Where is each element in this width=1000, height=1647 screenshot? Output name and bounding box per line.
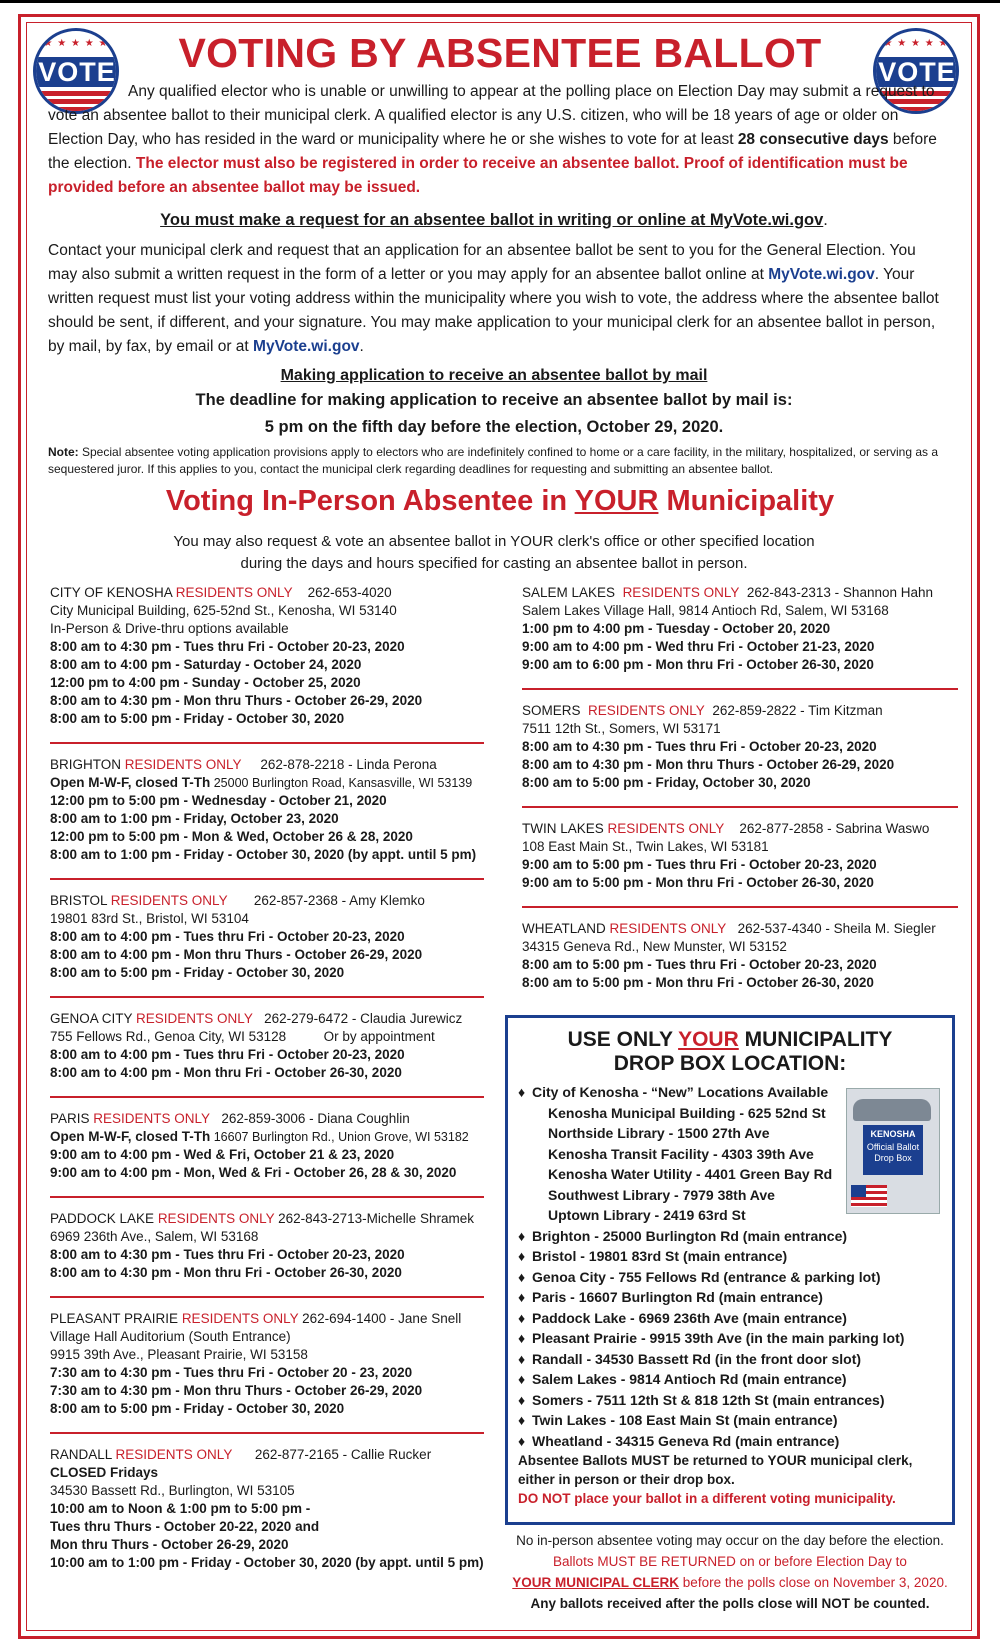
entry-hours: 8:00 am to 5:00 pm - Mon thru Fri - October 26-30, 2020	[522, 975, 874, 990]
in-person-subtext	[48, 531, 940, 575]
entry-name: BRIGHTON	[50, 757, 122, 772]
vote-badge-word: VOTE	[874, 57, 959, 87]
divider	[50, 1296, 484, 1298]
residents-only-label: RESIDENTS ONLY	[622, 585, 740, 600]
drop-box-item	[518, 1390, 942, 1411]
intro-text: Any qualified elector who is unable or unwilling to appear at the polling place on Election Day may submit a request to vote an absentee ballot to their municipal clerk. A qualified elector is any U.S. citizen, who will be 18 years of age or older on Election Day, who has resided in the ward or municipality where he or she wishes to vote for at least	[48, 83, 935, 148]
flag-icon	[851, 1185, 887, 1207]
entry-header	[50, 1310, 484, 1328]
entry-contact: 262-653-4020	[307, 585, 392, 600]
drop-box-item-label: Genoa City - 755 Fellows Rd (entrance & parking lot)	[532, 1268, 881, 1285]
entry-address: 34530 Bassett Rd., Burlington, WI 53105	[50, 1483, 295, 1498]
entry-hours: 8:00 am to 4:00 pm - Mon thru Fri - October 26-30, 2020	[50, 1065, 402, 1080]
entry-hours: 9:00 am to 4:00 pm - Mon, Wed & Fri - October 26, 28 & 30, 2020	[50, 1165, 457, 1180]
entry-hours: 9:00 am to 6:00 pm - Mon thru Fri - October 26-30, 2020	[522, 657, 874, 672]
intro-red-note: The elector must also be registered in order to receive an absentee ballot. Proof of identification must be provided before an absentee ballot may be issued.	[48, 155, 908, 196]
divider	[522, 688, 958, 690]
entry-name: PADDOCK LAKE	[50, 1211, 155, 1226]
entry-hours: 9:00 am to 5:00 pm - Tues thru Fri - October 20-23, 2020	[522, 857, 877, 872]
residents-only-label: RESIDENTS ONLY	[181, 1311, 299, 1326]
entry-hours: 8:00 am to 5:00 pm - Friday - October 30, 2020	[50, 965, 345, 980]
entry-hours: 8:00 am to 5:00 pm - Friday - October 30, 2020	[50, 1401, 345, 1416]
entry-address: Salem Lakes Village Hall, 9814 Antioch Rd, Salem, WI 53168	[522, 603, 889, 618]
entry-name: TWIN LAKES	[522, 821, 604, 836]
diamond-icon: ♦	[518, 1289, 526, 1305]
drop-box-item	[518, 1226, 942, 1247]
municipality-entry-kenosha	[50, 584, 484, 728]
drop-box-item	[518, 1287, 942, 1308]
entry-hours: 7:30 am to 4:30 pm - Mon thru Thurs - October 26-29, 2020	[50, 1383, 423, 1398]
drop-box-item-label: City of Kenosha - “New” Locations Available	[532, 1084, 829, 1100]
request-body-a: Contact your municipal clerk and request that an application for an absentee ballot be sent to you for the General Election. You may also submit a written request in the form of a letter or you may apply for an absentee ballot online at	[48, 242, 916, 283]
entry-hours: Mon thru Thurs - October 26-29, 2020	[50, 1537, 289, 1552]
must-return-note: Absentee Ballots MUST be returned to YOUR municipal clerk, either in person or their drop box.	[518, 1453, 913, 1487]
returned-line-2: before the polls close on November 3, 2020.	[679, 1575, 948, 1590]
entry-address: 108 East Main St., Twin Lakes, WI 53181	[522, 839, 769, 854]
entry-address	[50, 1028, 484, 1046]
ballot-drop-box-image	[846, 1088, 940, 1214]
entry-hours: 9:00 am to 4:00 pm - Wed thru Fri - October 21-23, 2020	[522, 639, 875, 654]
drop-box-item	[518, 1410, 942, 1431]
drop-box-item-label: Randall - 34530 Bassett Rd (in the front door slot)	[532, 1350, 862, 1367]
entry-name: PLEASANT PRAIRIE	[50, 1311, 179, 1326]
entry-contact: 262-877-2858 - Sabrina Waswo	[739, 821, 930, 836]
in-person-heading-your: YOUR	[574, 485, 659, 517]
entry-hours: 9:00 am to 4:00 pm - Wed & Fri, October 21 & 23, 2020	[50, 1147, 395, 1162]
residents-only-label: RESIDENTS ONLY	[175, 585, 293, 600]
entry-name: SOMERS	[522, 703, 581, 718]
drop-box-title-a: USE ONLY	[567, 1028, 679, 1051]
municipality-entry-wheatland	[522, 920, 958, 992]
entry-hours: Tues thru Thurs - October 20-22, 2020 and	[50, 1519, 320, 1534]
in-person-sub-1: You may also request & vote an absentee ballot in YOUR clerk's office or other specified location	[173, 533, 815, 550]
entry-address: 19801 83rd St., Bristol, WI 53104	[50, 911, 249, 926]
entry-address: 7511 12th St., Somers, WI 53171	[522, 721, 721, 736]
returned-your-clerk: YOUR MUNICIPAL CLERK	[512, 1575, 680, 1590]
entry-header	[522, 820, 958, 838]
vote-badge-word: VOTE	[34, 57, 119, 87]
do-not-note: DO NOT place your ballot in a different voting municipality.	[518, 1491, 896, 1506]
diamond-icon: ♦	[518, 1248, 526, 1264]
divider	[50, 1432, 484, 1434]
diamond-icon: ♦	[518, 1330, 526, 1346]
intro-bold: 28 consecutive days	[737, 131, 889, 148]
mail-deadline-line2: 5 pm on the fifth day before the election, October 29, 2020.	[264, 418, 724, 436]
entry-header	[522, 702, 958, 720]
municipality-entry-genoa-city	[50, 1010, 484, 1082]
returned-line-1: Ballots MUST BE RETURNED on or before Election Day to	[553, 1554, 907, 1569]
right-municipality-column	[522, 584, 958, 992]
kenosha-drop-site: Kenosha Water Utility - 4401 Green Bay Rd	[548, 1166, 833, 1182]
entry-hours: 1:00 pm to 4:00 pm - Tuesday - October 20, 2020	[522, 621, 831, 636]
entry-contact: 262-859-3006 - Diana Coughlin	[221, 1111, 410, 1126]
diamond-icon: ♦	[518, 1084, 526, 1100]
drop-box-panel	[505, 1015, 955, 1525]
drop-box-item	[518, 1369, 942, 1390]
drop-box-brand: KENOSHA	[870, 1129, 916, 1139]
entry-hours: 8:00 am to 4:00 pm - Tues thru Fri - October 20-23, 2020	[50, 1047, 405, 1062]
kenosha-drop-site: Northside Library - 1500 27th Ave	[548, 1125, 770, 1141]
entry-hours: 12:00 pm to 4:00 pm - Sunday - October 25, 2020	[50, 675, 361, 690]
divider	[50, 878, 484, 880]
diamond-icon: ♦	[518, 1350, 526, 1367]
after-polls-note: Any ballots received after the polls close will NOT be counted.	[530, 1596, 930, 1611]
drop-box-item-label: Salem Lakes - 9814 Antioch Rd (main entrance)	[532, 1371, 847, 1387]
entry-open-days: Open M-W-F, closed T-Th	[50, 775, 211, 790]
returned-note-2	[500, 1572, 960, 1593]
drop-box-item	[518, 1246, 942, 1267]
entry-header	[50, 1010, 484, 1028]
entry-header	[522, 584, 958, 602]
entry-hours: 8:00 am to 1:00 pm - Friday - October 30, 2020 (by appt. until 5 pm)	[50, 847, 477, 862]
top-scan-line	[0, 0, 1000, 3]
entry-hours: 8:00 am to 4:00 pm - Saturday - October 24, 2020	[50, 657, 362, 672]
entry-name: PARIS	[50, 1111, 90, 1126]
entry-hours: 8:00 am to 4:00 pm - Mon thru Thurs - October 26-29, 2020	[50, 947, 423, 962]
entry-contact: 262-877-2165 - Callie Rucker	[254, 1447, 432, 1462]
request-body	[48, 239, 940, 359]
entry-address: City Municipal Building, 625-52nd St., Kenosha, WI 53140	[50, 603, 397, 618]
note-text: Special absentee voting application provisions apply to electors who are indefinitely confined to home or a care facility, in the military, hospitalized, or serving as a sequestered juror. If this applies to you, contact the municipal clerk regarding deadlines for requesting and submitting an absentee ballot.	[48, 445, 939, 476]
residents-only-label: RESIDENTS ONLY	[110, 893, 228, 908]
mail-heading: Making application to receive an absentee ballot by mail	[280, 367, 708, 384]
left-municipality-column	[50, 584, 484, 1572]
entry-address	[50, 1128, 484, 1146]
municipality-entry-paddock-lake	[50, 1210, 484, 1282]
entry-contact: 262-878-2218 - Linda Perona	[260, 757, 437, 772]
entry-name: BRISTOL	[50, 893, 108, 908]
diamond-icon: ♦	[518, 1432, 526, 1449]
request-heading	[48, 208, 940, 232]
in-person-heading-b: Municipality	[658, 485, 835, 517]
drop-box-title	[518, 1028, 942, 1076]
divider	[50, 742, 484, 744]
residents-only-label: RESIDENTS ONLY	[607, 821, 725, 836]
mail-deadline-line1: The deadline for making application to receive an absentee ballot by mail is:	[195, 391, 793, 409]
municipality-entry-bristol	[50, 892, 484, 982]
entry-header	[50, 1210, 484, 1228]
intro-tail: before the election.	[48, 131, 937, 172]
municipality-entry-paris	[50, 1110, 484, 1182]
drop-box-item-label: Paris - 16607 Burlington Rd (main entrance)	[532, 1289, 823, 1305]
entry-note: In-Person & Drive-thru options available	[50, 621, 289, 636]
divider	[522, 806, 958, 808]
entry-header	[522, 920, 958, 938]
residents-only-label: RESIDENTS ONLY	[136, 1011, 253, 1026]
municipality-entry-brighton	[50, 756, 484, 864]
bottom-notes	[500, 1530, 960, 1614]
entry-hours: 8:00 am to 4:30 pm - Mon thru Fri - October 26-30, 2020	[50, 1265, 402, 1280]
drop-box-item-label: Pleasant Prairie - 9915 39th Ave (in the main parking lot)	[532, 1330, 905, 1346]
entry-hours: 10:00 am to Noon & 1:00 pm to 5:00 pm -	[50, 1501, 311, 1516]
residents-only-label: RESIDENTS ONLY	[93, 1111, 211, 1126]
stars-icon: ★ ★ ★ ★ ★	[43, 38, 109, 49]
drop-box-item	[518, 1308, 942, 1329]
drop-box-label-text: Official Ballot Drop Box	[866, 1142, 920, 1163]
entry-address: Village Hall Auditorium (South Entrance)	[50, 1329, 291, 1344]
entry-hours: 8:00 am to 4:00 pm - Tues thru Fri - October 20-23, 2020	[50, 929, 405, 944]
entry-name: GENOA CITY	[50, 1011, 133, 1026]
entry-header	[50, 1446, 484, 1464]
entry-header	[50, 1110, 484, 1128]
drop-box-item-label: Wheatland - 34315 Geneva Rd (main entrance)	[532, 1432, 840, 1449]
divider	[50, 996, 484, 998]
entry-hours: 12:00 pm to 5:00 pm - Wednesday - October 21, 2020	[50, 793, 387, 808]
in-person-heading-a: Voting In-Person Absentee in	[165, 485, 575, 517]
kenosha-drop-site: Kenosha Transit Facility - 4303 39th Ave	[548, 1145, 814, 1162]
no-in-person-note: No in-person absentee voting may occur on the day before the election.	[516, 1533, 944, 1548]
drop-box-lid	[853, 1099, 931, 1121]
entry-address: 9915 39th Ave., Pleasant Prairie, WI 53158	[50, 1347, 308, 1362]
residents-only-label: RESIDENTS ONLY	[588, 703, 705, 718]
entry-hours: 9:00 am to 5:00 pm - Mon thru Fri - October 26-30, 2020	[522, 875, 874, 890]
municipality-entry-salem-lakes	[522, 584, 958, 674]
request-body-b: . Your written request must list your voting address within the municipality where you wish to vote, the address where the absentee ballot should be sent, if different, and your signature. You may make application to your municipal clerk for an absentee ballot in person, by mail, by fax, by email or at	[48, 266, 939, 355]
residents-only-label: RESIDENTS ONLY	[157, 1211, 275, 1226]
diamond-icon: ♦	[518, 1309, 526, 1326]
diamond-icon: ♦	[518, 1391, 526, 1408]
entry-contact: 262-537-4340 - Sheila M. Siegler	[737, 921, 936, 936]
residents-only-label: RESIDENTS ONLY	[609, 921, 727, 936]
diamond-icon: ♦	[518, 1268, 526, 1285]
entry-hours: 10:00 am to 1:00 pm - Friday - October 30, 2020 (by appt. until 5 pm)	[50, 1555, 484, 1570]
drop-box-item	[518, 1267, 942, 1288]
entry-hours: 8:00 am to 4:30 pm - Mon thru Thurs - October 26-29, 2020	[522, 757, 895, 772]
entry-hours: 8:00 am to 4:30 pm - Mon thru Thurs - October 26-29, 2020	[50, 693, 423, 708]
drop-box-item	[518, 1328, 942, 1349]
drop-box-title-b: MUNICIPALITY	[738, 1028, 893, 1051]
special-provisions-note	[48, 444, 940, 478]
request-heading-end: .	[823, 211, 828, 229]
residents-only-label: RESIDENTS ONLY	[115, 1447, 233, 1462]
diamond-icon: ♦	[518, 1412, 526, 1428]
diamond-icon: ♦	[518, 1227, 526, 1244]
entry-hours: 8:00 am to 1:00 pm - Friday, October 23, 2020	[50, 811, 339, 826]
entry-header	[50, 584, 484, 602]
kenosha-drop-site: Kenosha Municipal Building - 625 52nd St	[548, 1104, 826, 1121]
drop-box-item-label: Bristol - 19801 83rd St (main entrance)	[532, 1248, 788, 1264]
in-person-heading	[0, 485, 1000, 518]
drop-box-title-2: DROP BOX LOCATION:	[613, 1052, 847, 1075]
drop-box-item-label: Somers - 7511 12th St & 818 12th St (main entrances)	[532, 1391, 885, 1408]
entry-address-text: 16607 Burlington Rd., Union Grove, WI 53182	[210, 1130, 469, 1144]
municipality-entry-pleasant-prairie	[50, 1310, 484, 1418]
drop-box-item-label: Paddock Lake - 6969 236th Ave (main entrance)	[532, 1309, 847, 1326]
entry-hours: 8:00 am to 5:00 pm - Tues thru Fri - October 20-23, 2020	[522, 957, 877, 972]
entry-contact: 262-857-2368 - Amy Klemko	[253, 893, 425, 908]
entry-hours: 8:00 am to 4:30 pm - Tues thru Fri - October 20-23, 2020	[522, 739, 877, 754]
note-label: Note:	[48, 445, 79, 459]
entry-contact: 262-694-1400 - Jane Snell	[302, 1311, 462, 1326]
divider	[50, 1096, 484, 1098]
entry-contact: 262-843-2713-Michelle Shramek	[278, 1211, 474, 1226]
request-body-c: .	[359, 338, 364, 355]
entry-contact: 262-843-2313 - Shannon Hahn	[746, 585, 934, 600]
entry-header	[50, 892, 484, 910]
entry-address-text: 25000 Burlington Road, Kansasville, WI 53139	[210, 776, 473, 790]
request-heading-text: You must make a request for an absentee ballot in writing or online at MyVote.wi.gov	[160, 211, 824, 229]
entry-hours: 8:00 am to 5:00 pm - Friday, October 30, 2020	[522, 775, 811, 790]
entry-name: WHEATLAND	[522, 921, 606, 936]
municipality-entry-somers	[522, 702, 958, 792]
municipality-entry-randall	[50, 1446, 484, 1572]
divider	[50, 1196, 484, 1198]
page-title: VOTING BY ABSENTEE BALLOT	[178, 30, 822, 76]
myvote-link[interactable]: MyVote.wi.gov	[253, 338, 360, 355]
drop-box-title-your: YOUR	[678, 1028, 739, 1051]
intro-paragraph	[48, 80, 940, 200]
entry-address: 34315 Geneva Rd., New Munster, WI 53152	[522, 939, 787, 954]
drop-box-item	[518, 1349, 942, 1370]
entry-hours: 7:30 am to 4:30 pm - Tues thru Fri - October 20 - 23, 2020	[50, 1365, 413, 1380]
entry-closed-note: CLOSED Fridays	[50, 1465, 159, 1480]
entry-hours: 8:00 am to 5:00 pm - Friday - October 30, 2020	[50, 711, 345, 726]
entry-contact: 262-279-6472 - Claudia Jurewicz	[264, 1011, 463, 1026]
entry-header	[50, 756, 484, 774]
entry-hours: 8:00 am to 4:30 pm - Tues thru Fri - October 20-23, 2020	[50, 1247, 405, 1262]
residents-only-label: RESIDENTS ONLY	[124, 757, 242, 772]
stars-icon: ★ ★ ★ ★ ★	[883, 38, 949, 49]
entry-contact: 262-859-2822 - Tim Kitzman	[712, 703, 883, 718]
entry-hours: 8:00 am to 4:30 pm - Tues thru Fri - October 20-23, 2020	[50, 639, 405, 654]
entry-open-days: Open M-W-F, closed T-Th	[50, 1129, 211, 1144]
entry-name: RANDALL	[50, 1447, 112, 1462]
kenosha-drop-site: Uptown Library - 2419 63rd St	[548, 1207, 746, 1223]
entry-appointment: Or by appointment	[323, 1029, 435, 1044]
drop-box-label	[863, 1125, 923, 1175]
drop-box-item-label: Brighton - 25000 Burlington Rd (main entrance)	[532, 1227, 848, 1244]
in-person-sub-2: during the days and hours specified for casting an absentee ballot in person.	[240, 555, 748, 572]
divider	[522, 906, 958, 908]
drop-box-item-label: Twin Lakes - 108 East Main St (main entrance)	[532, 1412, 838, 1428]
myvote-link[interactable]: MyVote.wi.gov	[768, 266, 875, 283]
drop-box-item	[518, 1431, 942, 1452]
entry-address-text: 755 Fellows Rd., Genoa City, WI 53128	[50, 1029, 287, 1044]
municipality-entry-twin-lakes	[522, 820, 958, 892]
entry-address: 6969 236th Ave., Salem, WI 53168	[50, 1229, 259, 1244]
kenosha-drop-site: Southwest Library - 7979 38th Ave	[548, 1186, 775, 1203]
diamond-icon: ♦	[518, 1371, 526, 1387]
entry-name: SALEM LAKES	[522, 585, 616, 600]
entry-name: CITY OF KENOSHA	[50, 585, 173, 600]
entry-hours: 12:00 pm to 5:00 pm - Mon & Wed, October 26 & 28, 2020	[50, 829, 413, 844]
returned-note	[500, 1551, 960, 1572]
entry-address	[50, 774, 484, 792]
